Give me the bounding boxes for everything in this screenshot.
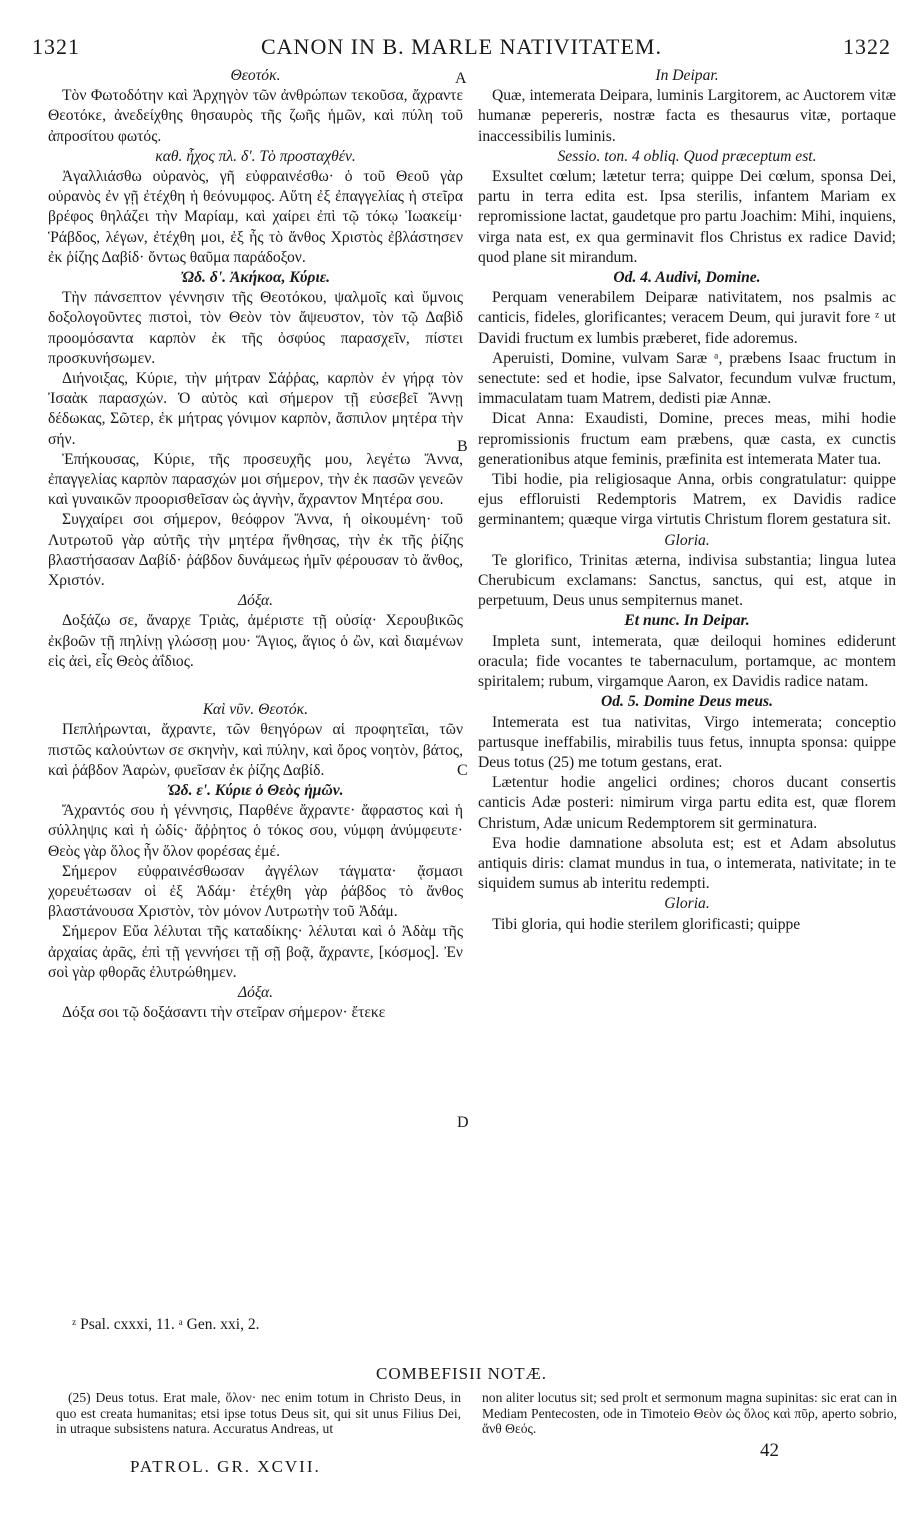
scripture-footnotes: ᶻ Psal. cxxxi, 11. ᵃ Gen. xxi, 2. [72,1316,260,1333]
paragraph: Aperuisti, Domine, vulvam Saræ ᵃ, præbens Isaac fructum in senectute: sed et hodie, ipse Salvator, fecundum vulvæ fructum, immaculatam tuam Matrem, dedisti piæ Annæ. [478,349,896,408]
heading: Et nunc. In Deipar. [624,612,750,630]
paragraph: Τὴν πάνσεπτον γέννησιν τῆς Θεοτόκου, ψαλμοῖς καὶ ὕμνοις δοξολογοῦντες πιστοὶ, τὸν Θεὸν τὸν ἄψευστον, τὸν τῷ Δαβὶδ προομόσαντα καρπὸν ἐκ τῆς ὀσφύος παρασχεῖν, πίστει προσκυνήσωμεν. [48,289,463,367]
paragraph: Eva hodie damnatione absoluta est; est et Adam absolutus antiquis diris: clamat mundus in tua, o intemerata, nativitate; in te siquidem sumus ab interitu redempti. [478,834,896,893]
paragraph: Ἐπήκουσας, Κύριε, τῆς προσευχῆς μου, λεγέτω Ἄννα, ἐπαγγελίας καρπὸν παρασχών μοι σήμερον, τὴν ἐκ πασῶν γενεῶν καὶ γυναικῶν προορισθεῖσαν ὡς ἁγνὴν, ἄχραντον Μητέρα σου. [48,450,463,509]
paragraph: Impleta sunt, intemerata, quæ deiloqui homines ediderunt oracula; fide vocantes te tabernaculum, portamque, ac montem spiritalem; rubum, virgamque Aaron, ex Davidis radice natam. [478,632,896,691]
notes-left [56,1390,461,1437]
paragraph: Tibi hodie, pia religiosaque Anna, orbis congratulatur: quippe ejus effloruisti Redemptoris Matrem, ex Davidis radice germinantem; quæque virga virtutis Christum florem gestatura sit. [478,471,896,529]
heading: Gloria. [664,895,710,913]
paragraph: Lætentur hodie angelici ordines; choros ducant consertis canticis Adæ posteri: nimirum virga partu edita est, quæ florem Christum, Adæ unicum Redemptorem sit germinatura. [478,774,896,832]
paragraph: Exsultet cœlum; lætetur terra; quippe Dei cœlum, sponsa Dei, partu in terra edita est. Ipsa sterilis, infantem Mariam ex repromissione lactat, gaudetque pro partu Joachim: Mihi, inquiens, virga nata est, ex qua germinavit flos Christus ex radice David; quod plane sit mirandum. [478,168,896,266]
margin-marker-d: D [457,1114,469,1131]
paragraph: Quæ, intemerata Deipara, luminis Largitorem, ac Auctorem vitæ humanæ pepereris, nostræ facta es thesaurus vitæ, portaque inaccessibilis luminis. [478,87,896,145]
heading: Δόξα. [237,983,274,1001]
paragraph: Πεπλήρωνται, ἄχραντε, τῶν θεηγόρων αἱ προφητεῖαι, τῶν πιστῶς καλούντων σε σκηνὴν, καὶ πύλην, καὶ ὄρος νοητὸν, βάτος, καὶ ῥάβδον Ἀαρὼν, φυεῖσαν ἐκ ῥίζης Δαβίδ. [48,721,463,779]
heading: Od. 4. Audivi, Domine. [613,269,761,287]
paragraph: Τὸν Φωτοδότην καὶ Ἀρχηγὸν τῶν ἀνθρώπων τεκοῦσα, ἄχραντε Θεοτόκε, ἀνεδείχθης θησαυρὸς τῆς ζωῆς ἡμῶν, καὶ πύλη τοῦ ἀπροσίτου φωτός. [48,87,463,145]
heading: Δόξα. [237,592,274,610]
paragraph: Ἄχραντός σου ἡ γέννησις, Παρθένε ἄχραντε· ἄφραστος καὶ ἡ σύλληψις καὶ ἡ ὠδίς· ἄῤῥητος ὁ τόκος σου, νύμφη ἀνύμφευτε· Θεὸς γὰρ ὅλος ἦν ὅλον φορέσας ἐμέ. [48,802,463,860]
heading: Ὠδ. δ'. Ἀκήκοα, Κύριε. [180,269,331,287]
paragraph: Δόξα σοι τῷ δοξάσαντι τὴν στεῖραν σήμερον· ἔτεκε [62,1004,386,1022]
paragraph: Perquam venerabilem Deiparæ nativitatem, nos psalmis ac canticis, fideles, glorificantes; veracem Deum, qui juravit fore ᶻ ut Davidi fructum ex lumbis præberet, fide adoremus. [478,289,896,347]
heading: In Deipar. [655,67,719,84]
margin-marker-c: C [457,762,468,779]
margin-marker-a: A [455,70,467,87]
paragraph: Σήμερον εὐφραινέσθωσαν ἀγγέλων τάγματα· ᾄσμασι χορευέτωσαν οἱ ἐξ Ἀδάμ· ἐτέχθη γὰρ ῥάβδος τὸ ἄνθος βλαστάνουσα Χριστὸν, τὸν μόνον Λυτρωτὴν τοῦ Ἀδάμ. [48,862,463,921]
notes-title: COMBEFISII NOTÆ. [376,1364,547,1383]
heading: Καὶ νῦν. Θεοτόκ. [202,701,309,719]
paragraph: Tibi gloria, qui hodie sterilem glorificasti; quippe [492,915,801,933]
paragraph: Dicat Anna: Exaudisti, Domine, preces meas, mihi hodie repromissionis fructum eam præbens, quæ casta, ex cunctis generationibus atque feminis, præfinita est intemerata Mater tua. [478,410,896,468]
paragraph: Σήμερον Εὔα λέλυται τῆς καταδίκης· λέλυται καὶ ὁ Ἀδὰμ τῆς ἀρχαίας ἀρᾶς, ἐπὶ τῇ γεννήσει τῇ σῇ βοᾷ, ἄχραντε, [κόσμος]. Ἐν σοὶ γὰρ φθορᾶς ἐλυτρώθημεν. [48,923,463,981]
right-column-number: 1322 [843,34,891,59]
latin-column [478,66,896,935]
margin-marker-b: B [457,438,468,455]
running-title: CANON IN B. MARLE NATIVITATEM. [261,34,662,59]
paragraph: Δοξάζω σε, ἄναρχε Τριὰς, ἀμέριστε τῇ οὐσίᾳ· Χερουβικῶς ἐκβοῶν τῇ πηλίνῃ γλώσσῃ μου· Ἅγιος, ἅγιος ὁ ὢν, καὶ διαμένων εἰς ἀεὶ, εἷς Θεὸς ἀΐδιος. [48,612,463,670]
signature-mark: PATROL. GR. XCVII. [130,1457,321,1476]
heading: Gloria. [664,531,710,549]
heading: καθ. ἦχος πλ. δ'. Τὸ προσταχθέν. [155,147,356,165]
heading: Θεοτόκ. [230,67,281,84]
page-number: 42 [760,1440,779,1461]
heading: Ὠδ. ε'. Κύριε ὁ Θεὸς ἡμῶν. [167,781,344,799]
paragraph: Te glorifico, Trinitas æterna, indivisa substantia; lingua lutea Cherubicum exclamans: Sanctus, sanctus, qui est, atque in perpetuum, Deus unus sempiternus manet. [478,551,896,610]
paragraph: Ἀγαλλιάσθω οὐρανὸς, γῆ εὐφραινέσθω· ὁ τοῦ Θεοῦ γὰρ οὐρανὸς ἐν γῇ ἐτέχθη ἡ θεόνυμφος. Αὕτη ἐξ ἐπαγγελίας ἡ στεῖρα βρέφος θηλάζει τὴν Μαρίαμ, καὶ χαίρει ἐπὶ τῷ τόκῳ Ἰωακείμ· Ῥάβδος, λέγων, ἐτέχθη μοι, ἐξ ἧς τὸ ἄνθος Χριστὸς ἐβλάστησεν ἐκ ῥίζης Δαβίδ· ὄντως θαῦμα παράδοξον. [48,168,463,266]
paragraph: Συγχαίρει σοι σήμερον, θεόφρον Ἄννα, ἡ οἰκουμένη· τοῦ Λυτρωτοῦ γὰρ αὐτῆς τὴν μητέρα ἤνθησας, τὴν ἐκ τῆς ῥίζης βλαστήσασαν Δαβίδ· ῥάβδον δυνάμεως ἡμῖν φέρουσαν τὸ ἄνθος, Χριστόν. [48,511,463,590]
note-text: non aliter locutus sit; sed prolt et sermonum magna supinitas: sic erat can in Mediam Pentecosten, ode in Timoteio Θεὸν ὡς ὅλος καὶ πῦρ, aperto sobrio, ἄνθ Θεός. [482,1390,897,1437]
greek-column [48,66,463,1023]
running-header [32,34,891,60]
notes-right [482,1390,897,1437]
paragraph: Διήνοιξας, Κύριε, τὴν μήτραν Σάῤῥας, καρπὸν ἐν γήρᾳ τὸν Ἰσαὰκ παρασχών. Ὁ αὐτὸς καὶ σήμερον τῇ εὐσεβεῖ Ἄννῃ δέδωκας, Σῶτερ, ἐκ μήτρας γόνιμον καρπὸν, ἄσπιλον μητέρα τὴν σήν. [48,370,463,448]
left-column-number: 1321 [32,34,80,59]
heading: Od. 5. Domine Deus meus. [601,693,773,711]
note-text: (25) Deus totus. Erat male, ὅλον· nec enim totum in Christo Deus, in quo est creata humanitas; etsi ipse totus Deus sit, qui sit unus Filius Dei, in utraque subsistens natura. Accuratus Andreas, ut [56,1390,461,1437]
heading: Sessio. ton. 4 obliq. Quod præceptum est. [557,147,817,165]
paragraph: Intemerata est tua nativitas, Virgo intemerata; conceptio partusque ineffabilis, mirabilis tuus fetus, innupta sponsa: quippe Deus totus (25) me totum gestans, erat. [478,713,896,771]
